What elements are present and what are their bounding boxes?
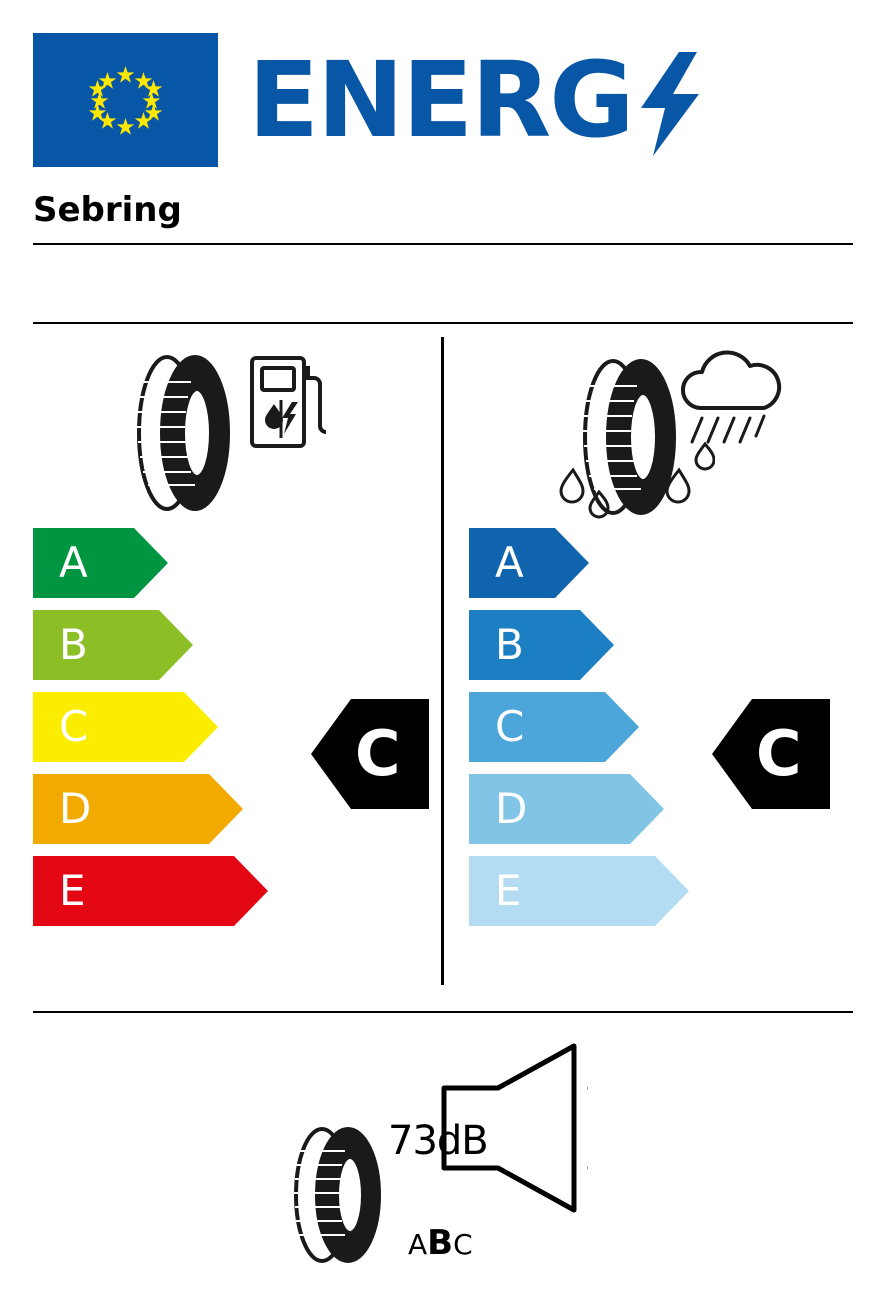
fuel-efficiency-result-letter: C [355, 717, 401, 790]
noise-class-row [408, 1223, 473, 1263]
page-title: Sebring [33, 190, 182, 230]
energy-bolt-icon [641, 52, 701, 156]
noise-class-a: A [408, 1228, 428, 1261]
noise-section [280, 1040, 610, 1263]
noise-value: 73dB [388, 1118, 488, 1164]
divider-noise [33, 1011, 853, 1013]
divider-top-sections [33, 322, 853, 324]
fuel-grade-label: C [59, 702, 89, 751]
rain-cloud-icon [676, 350, 786, 464]
fuel-efficiency-result [311, 699, 429, 809]
fuel-grade-label: D [59, 784, 92, 833]
fuel-grade-label: B [59, 620, 88, 669]
fuel-grade-label: A [59, 538, 88, 587]
wet-grade-label: B [495, 620, 524, 669]
energ-wordmark: ENERG [248, 39, 633, 161]
fuel-grade-label: E [59, 866, 86, 915]
divider-brand [33, 243, 853, 245]
wet-grade-label: C [495, 702, 525, 751]
wet-grade-label: D [495, 784, 528, 833]
wet-grade-label: A [495, 538, 524, 587]
tyre-icon [125, 352, 240, 518]
noise-class-b-selected: B [427, 1223, 454, 1263]
wet-grip-result-letter: C [756, 717, 802, 790]
noise-class-c: C [453, 1228, 473, 1261]
divider-vertical [441, 337, 444, 985]
eu-flag-icon [33, 33, 218, 167]
fuel-pump-icon [248, 352, 328, 456]
wet-grade-label: E [495, 866, 522, 915]
wet-grip-result [712, 699, 830, 809]
